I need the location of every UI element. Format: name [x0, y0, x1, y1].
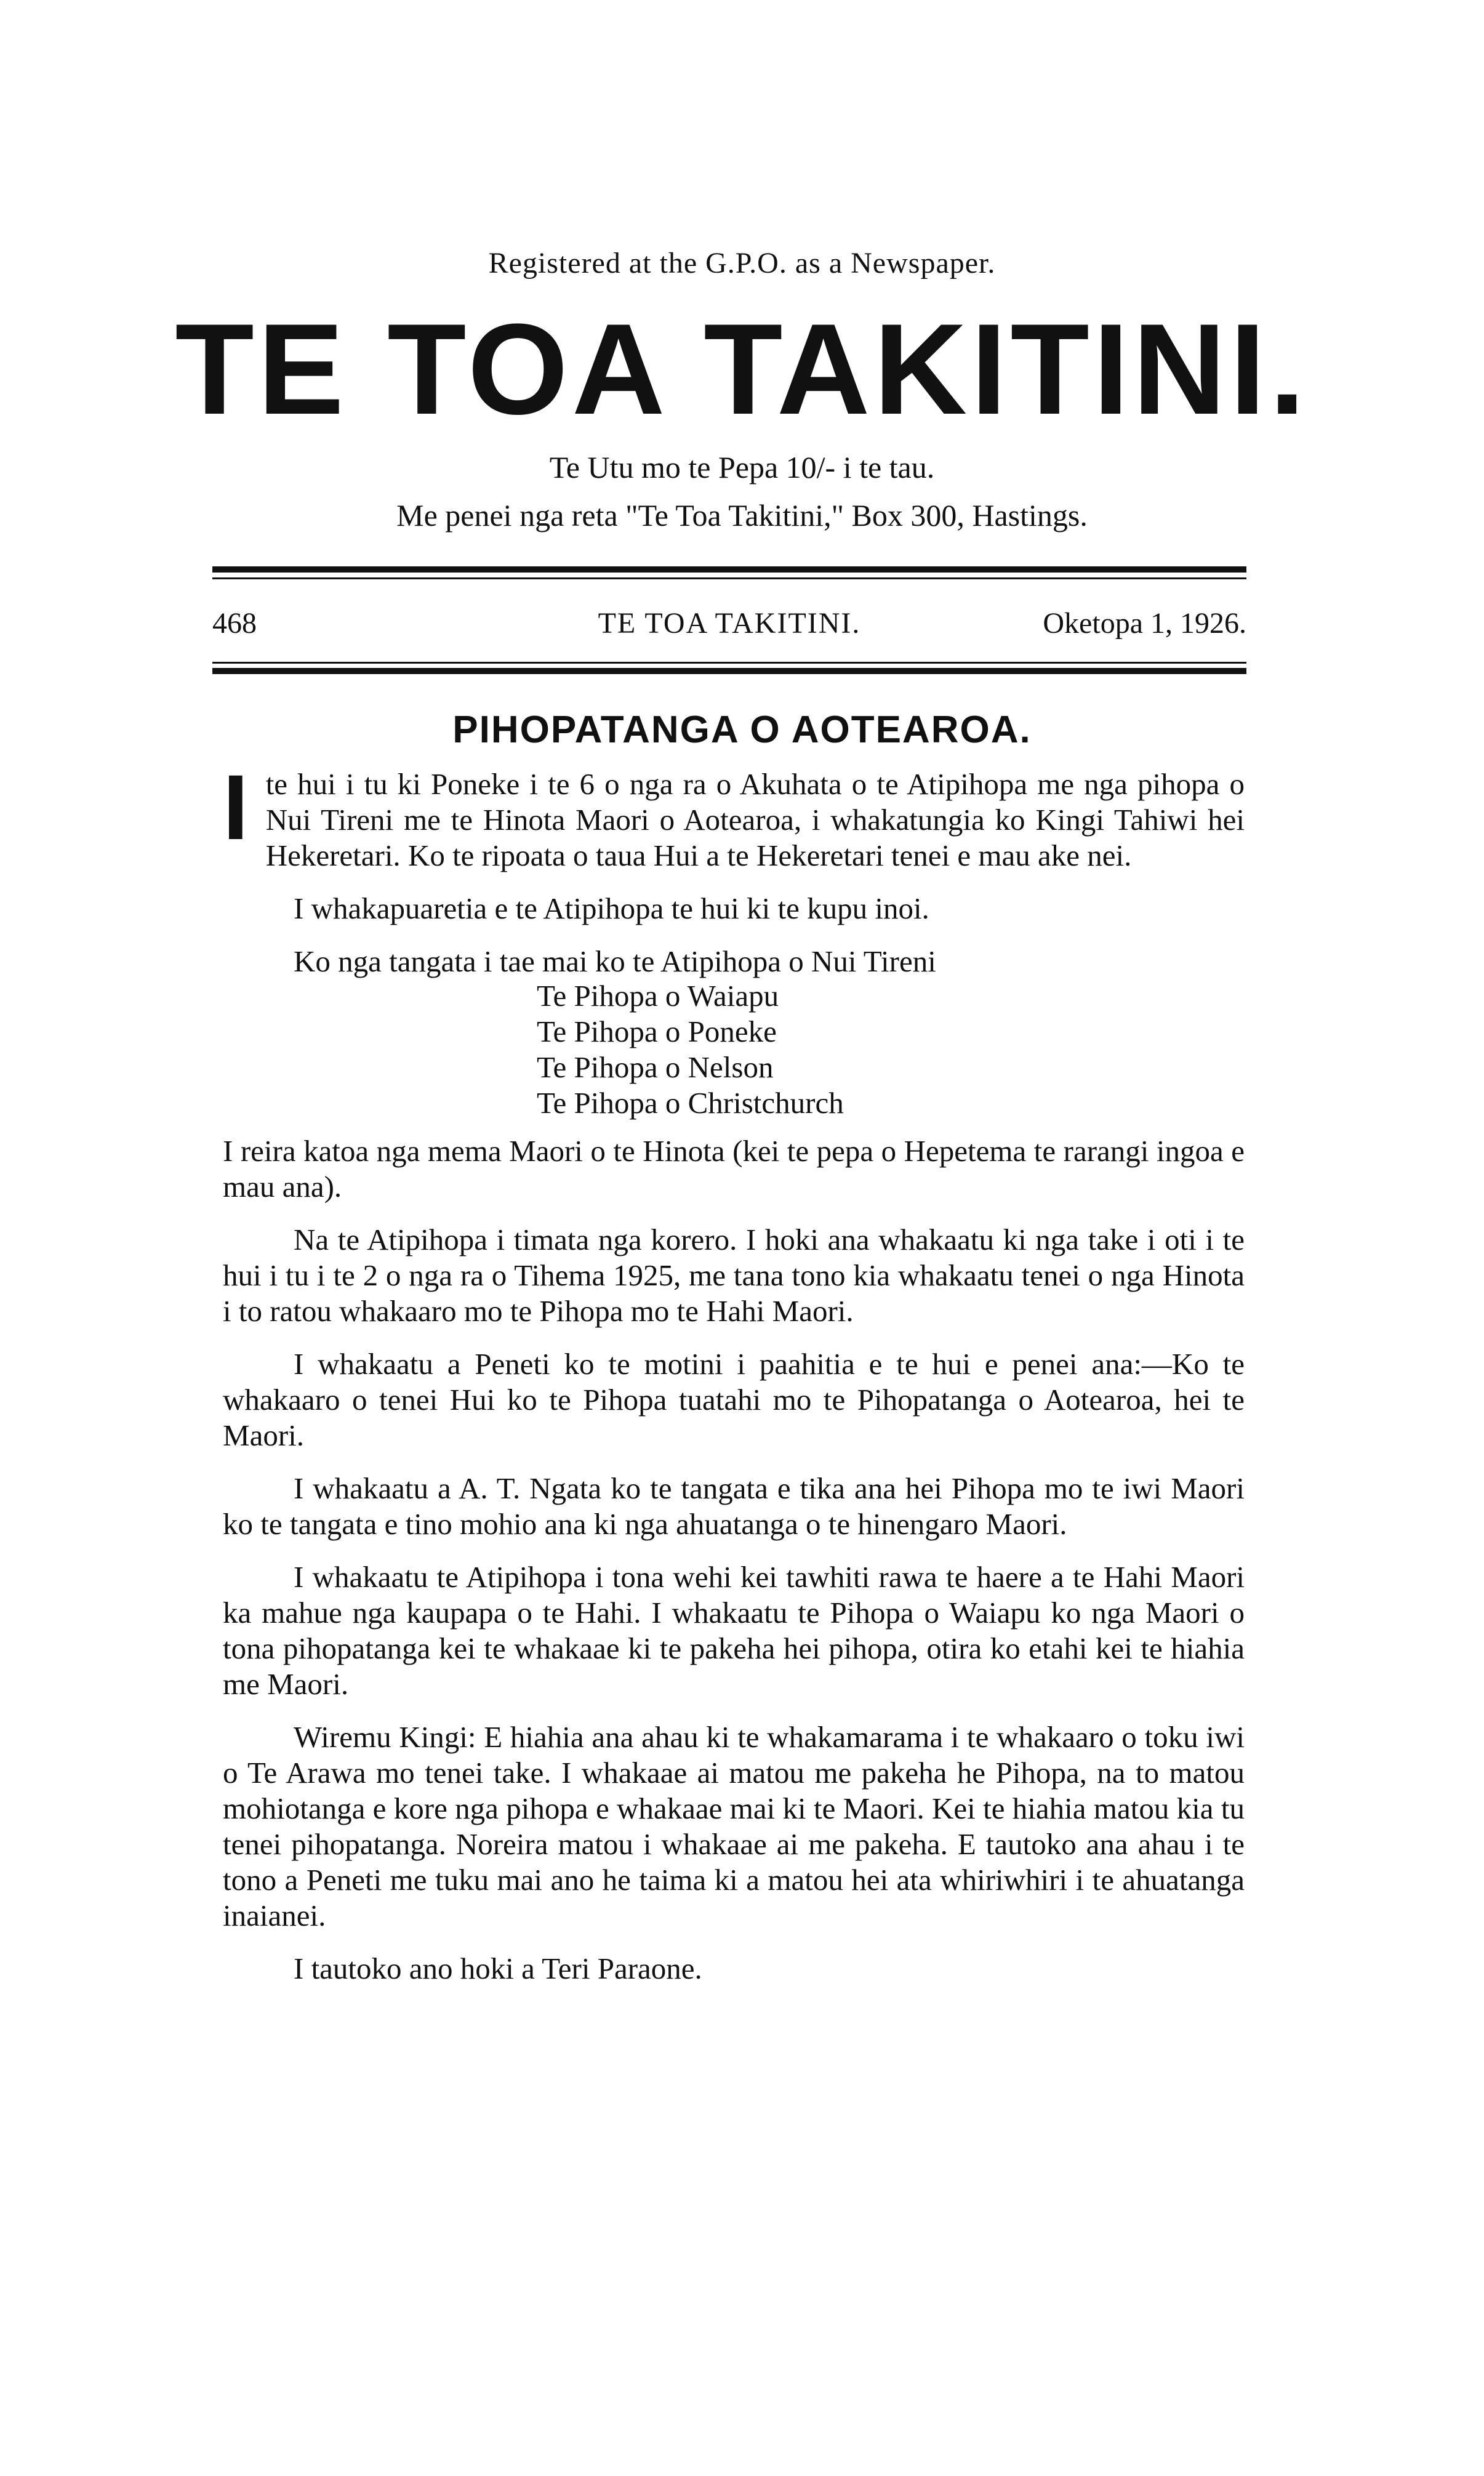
paragraph-2: I whakapuaretia e te Atipihopa te hui ki te kupu inoi.: [294, 891, 929, 925]
subscription-price: Te Utu mo te Pepa 10/- i te tau.: [549, 450, 935, 484]
paragraph-8: I whakaatu te Atipihopa i tona wehi kei tawhiti rawa te haere a te Hahi Maori ka mahue nga kaupapa o te Hahi. I whakaatu te Pihopa o Waiapu ko nga Maori o tona pihopatanga kei te whakaae ki te pakeha hei pihopa, otira ko etahi kei te hiahia me Maori.: [223, 1560, 1245, 1701]
bishop-item: Te Pihopa o Poneke: [537, 1015, 777, 1048]
paragraph-1-text: te hui i tu ki Poneke i te 6 o nga ra o Akuhata o te Atipihopa me nga pihopa o Nui Tireni me te Hinota Maori o Aotearoa, i whakatungia ko Kingi Tahiwi hei Hekeretari. Ko te ripoata o taua Hui a te Hekeretari tenei e mau ake nei.: [265, 767, 1245, 872]
paragraph-7: I whakaatu a A. T. Ngata ko te tangata e tika ana hei Pihopa mo te iwi Maori ko te tangata e tino mohio ana ki nga ahuatanga o te hinengaro Maori.: [223, 1471, 1245, 1541]
running-head-divider-thin: [212, 662, 1246, 664]
bishop-item: Te Pihopa o Waiapu: [537, 979, 779, 1013]
issue-date: Oketopa 1, 1926.: [1043, 607, 1246, 640]
article-body: [223, 755, 1245, 2004]
paragraph-3: Ko nga tangata i tae mai ko te Atipihopa o Nui Tireni: [294, 944, 936, 978]
registration-notice: Registered at the G.P.O. as a Newspaper.: [488, 247, 996, 279]
header-divider-thin: [212, 577, 1246, 579]
paragraph-1: [223, 755, 1245, 874]
article-title: PIHOPATANGA O AOTEAROA.: [452, 709, 1032, 751]
header-divider-thick: [212, 566, 1246, 573]
masthead-title: TE TOA TAKITINI.: [175, 297, 1309, 441]
bishop-item: Te Pihopa o Christchurch: [537, 1086, 844, 1120]
postal-address: Me penei nga reta "Te Toa Takitini," Box 300, Hastings.: [396, 498, 1088, 533]
paragraph-5: Na te Atipihopa i timata nga korero. I hoki ana whakaatu ki nga take i oti i te hui i tu i te 2 o nga ra o Tihema 1925, me tana tono kia whakaatu tenei o nga Hinota i to ratou whakaaro mo te Pihopa mo te Hahi Maori.: [223, 1223, 1245, 1328]
bishops-list: [537, 978, 1245, 1121]
drop-cap: I: [223, 755, 249, 859]
running-head-divider-thick: [212, 668, 1246, 674]
bishop-item: Te Pihopa o Nelson: [537, 1050, 774, 1084]
running-head: [212, 606, 1246, 643]
paragraph-9: Wiremu Kingi: E hiahia ana ahau ki te whakamarama i te whakaaro o toku iwi o Te Arawa mo tenei take. I whakaae ai matou me pakeha he Pihopa, na to matou mohiotanga e kore nga pihopa e whakaae mai ki te Maori. Kei te hiahia matou kia tu tenei pihopatanga. Noreira matou i whakaae ai me pakeha. E tautoko ana ahau i te tono a Peneti me tuku mai ano he taima ki a matou hei ata whiriwhiri i te ahuatanga inaianei.: [223, 1720, 1245, 1932]
paragraph-10: I tautoko ano hoki a Teri Paraone.: [294, 1951, 702, 1985]
running-head-title: TE TOA TAKITINI.: [598, 607, 861, 640]
paragraph-6: I whakaatu a Peneti ko te motini i paahitia e te hui e penei ana:—Ko te whakaaro o tenei Hui ko te Pihopa tuatahi mo te Pihopatanga o Aotearoa, hei te Maori.: [223, 1347, 1245, 1452]
page-number: 468: [212, 607, 257, 640]
paragraph-4: I reira katoa nga mema Maori o te Hinota (kei te pepa o Hepetema te rarangi ingoa e mau ana).: [223, 1134, 1245, 1204]
